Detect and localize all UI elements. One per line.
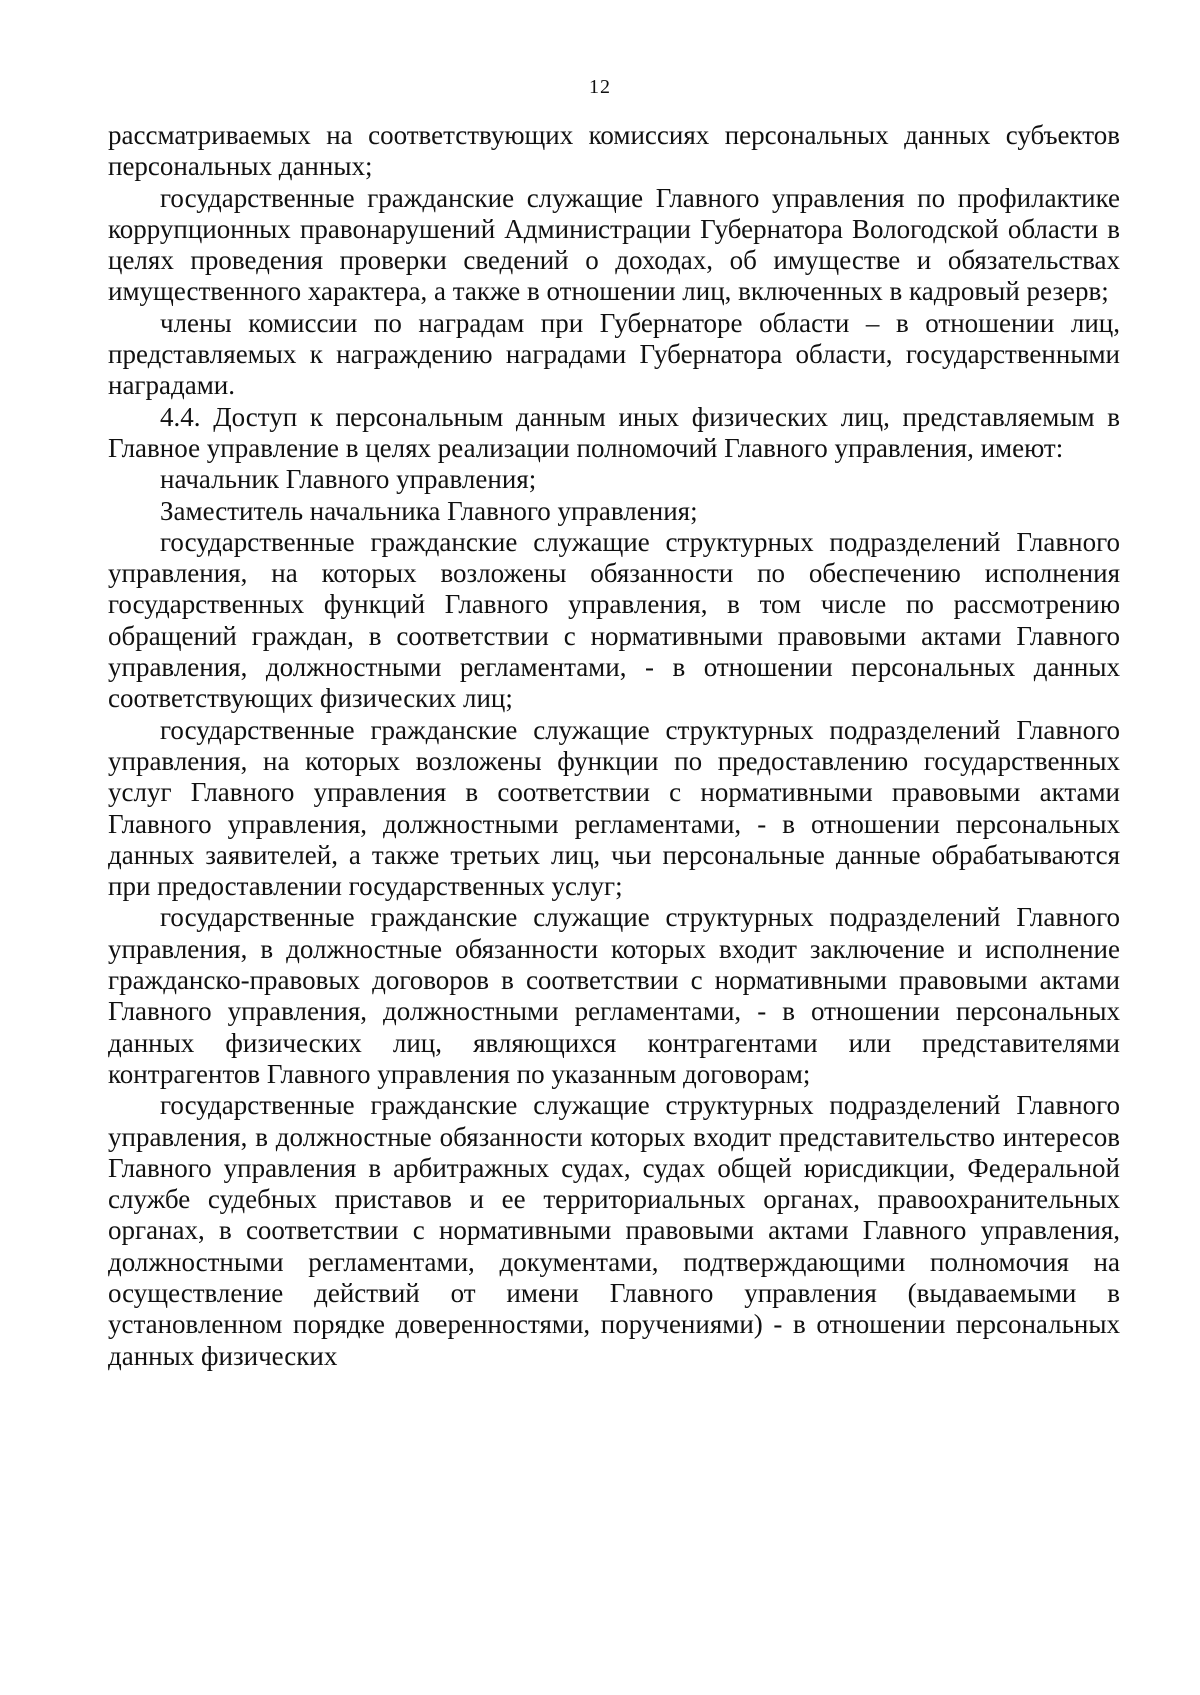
- list-item: начальник Главного управления;: [160, 464, 537, 495]
- page-number: 12: [589, 76, 611, 98]
- paragraph: члены комиссии по наградам при Губернаторе области – в отношении лиц, представляемых к награждению наградами Губернатора области, государственными наградами.: [108, 307, 1120, 401]
- paragraph: государственные гражданские служащие структурных подразделений Главного управления, на которых возложены функции по предоставлению государственных услуг Главного управления в соответствии с нормативными правовыми актами Главного управления, должностными регламентами, - в отношении персональных данных заявителей, а также третьих лиц, чьи персональные данные обрабатываются при предоставлении государственных услуг;: [108, 714, 1120, 902]
- paragraph: государственные гражданские служащие структурных подразделений Главного управления, на которых возложены обязанности по обеспечению исполнения государственных функций Главного управления, в том числе по рассмотрению обращений граждан, в соответствии с нормативными правовыми актами Главного управления, должностными регламентами, - в отношении персональных данных соответствующих физических лиц;: [108, 526, 1120, 714]
- paragraph: государственные гражданские служащие структурных подразделений Главного управления, в должностные обязанности которых входит заключение и исполнение гражданско-правовых договоров в соответствии с нормативными правовыми актами Главного управления, должностными регламентами, - в отношении персональных данных физических лиц, являющихся контрагентами или представителями контрагентов Главного управления по указанным договорам;: [108, 902, 1120, 1089]
- paragraph: государственные гражданские служащие Главного управления по профилактике коррупционных правонарушений Администрации Губернатора Вологодской области в целях проведения проверки сведений о доходах, об имуществе и обязательствах имущественного характера, а также в отношении лиц, включенных в кадровый резерв;: [108, 182, 1120, 307]
- list-item: Заместитель начальника Главного управления;: [160, 495, 698, 526]
- section-4-4-paragraph: 4.4. Доступ к персональным данным иных физических лиц, представляемым в Главное управление в целях реализации полномочий Главного управления, имеют:: [108, 401, 1120, 463]
- paragraph-continuation: рассматриваемых на соответствующих комиссиях персональных данных субъектов персональных данных;: [108, 120, 1120, 182]
- document-body: [108, 120, 1120, 1372]
- paragraph: государственные гражданские служащие структурных подразделений Главного управления, в должностные обязанности которых входит представительство интересов Главного управления в арбитражных судах, судах общей юрисдикции, Федеральной службе судебных приставов и ее территориальных органах, правоохранительных органах, в соответствии с нормативными правовыми актами Главного управления, должностными регламентами, документами, подтверждающими полномочия на осуществление действий от имени Главного управления (выдаваемыми в установленном порядке доверенностями, поручениями) - в отношении персональных данных физических: [108, 1090, 1120, 1371]
